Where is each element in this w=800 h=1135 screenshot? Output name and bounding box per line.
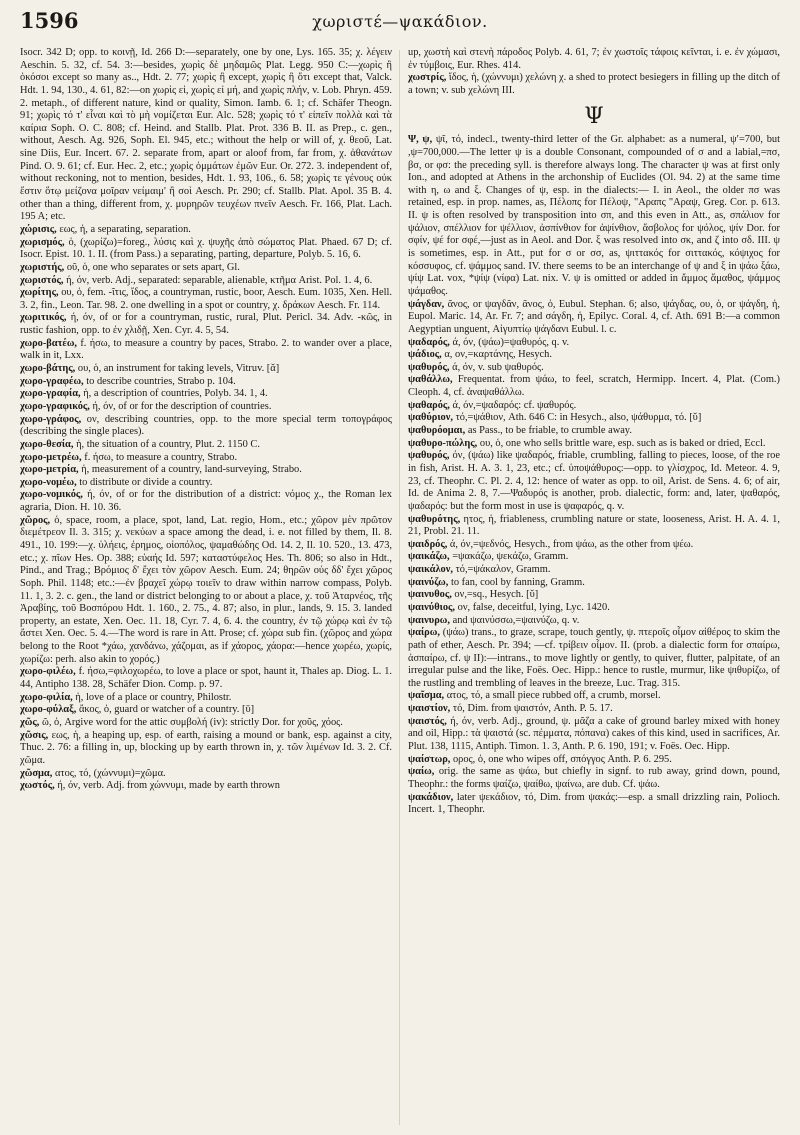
entry-definition: ον,=sq., Hesych. [ῠ] (454, 589, 539, 601)
entry-headword: ψαθυρο-πώλης, (408, 437, 478, 449)
entry-definition: ὁ, (χωρίζω)=foreg., λύσις καὶ χ. ψυχῆς ἀπὸ σώματος Plat. Phaed. 67 D; cf. Isocr. Epist. 10. 1. II. (from Pass.) a separating, parting, departure, Polyb. 5. 16, 6. (20, 236, 392, 261)
dictionary-entry (408, 564, 780, 577)
entry-headword: χωρο-γραφία, (20, 388, 81, 400)
entry-definition: ή, όν, of or for the description of countries. (92, 400, 272, 412)
dictionary-entry (20, 224, 392, 237)
entry-definition: ατος, τό, a small piece rubbed off, a crumb, morsel. (446, 690, 661, 702)
dictionary-entry (408, 766, 780, 791)
entry-definition: (ψάω) trans., to graze, scrape, touch gently, ψ. πτεροῖς οἶμον αἰθέρος to skim the path of ether, Aesch. Pr. 394; —cf. τρίβειν οἶμον. II. (prob. a dialectic form for σπαίρω, ἀσπαίρω, cf. ψ II):—intrans., to move lightly or gently, to quiver, flutter, palpitate, of an irregular pulse and the like, Foës. Oec. Hipp.: hence to rustle, murmur, like ψιθυρίζω, of the rustling and trembling of leaves in the breeze, Luc. Trag. 315. (408, 627, 780, 689)
entry-definition: ορος, ὁ, one who wipes off, σπόγγος Anth. P. 6. 295. (452, 753, 672, 765)
dictionary-entry (20, 704, 392, 717)
entry-headword: ψαίρω, (408, 627, 440, 639)
dictionary-entry (408, 400, 780, 413)
entry-headword: χωριστής, (20, 261, 65, 273)
dictionary-entry (408, 792, 780, 817)
entry-definition: ά, όν,=ψεδνός, Hesych., from ψάω, as the other from ψέω. (449, 538, 694, 550)
entry-definition: ή, όν, verb. Adj., ground, ψ. μᾶζα a cake of ground barley mixed with honey and oil, Hipp.: τὰ ψαιστά (sc. πέμματα, πόπανα) cakes of this kind, used in sacrifices, Ar. Plut. 138, 1115, Antiph. Timon. 1. 3, Anth. P. 6. 190, 191; v. Foës. Oec. Hipp. (408, 715, 780, 753)
entry-headword: ψαθυρός, (408, 450, 450, 462)
dictionary-entry (408, 615, 780, 628)
dictionary-entry (20, 414, 392, 439)
entry-definition: ὁ, space, room, a place, spot, land, Lat. regio, Hom., etc.; χῶρον μὲν πρῶτον διεμέτρεον Il. 3. 315; χ. νεκύων a space among the dead, i. e. not filled by them, Il. 8. 491., 10. 199:—χ. ὑλήεις, ἐρημος, οἰοπόλος, ψαμαθώδης Od. 14. 2, Il. 10. 520., 13. 473, etc.; χ. πῖων Hes. Op. 388; εὐαής Id. 597; καταστύφελος Hes. Th. 806; so also in Hdt., Pind., and Trag.; Βρόμιος δ' ἔχει τὸν χῶρον Aesch. Eum. 24; θηρῶν οὐς δδ' ἔχει χῶρος Soph. Phil. 1148; etc.:—ἐν βραχεῖ χώρῳ τοιεῖν to draw within narrow compass, Polyb. 11. 1, 3. 2. c. gen., the land or district belonging to or about a place, χ. τοῦ Ἀταρνέος, τῆς Ἀραβίης, τοῦ Βοσπόρου Hdt. 1. 160., 2. 75., 4. 87; also, in plur., lands, 9. 15. 3. landed property, an estate, Xen. Oec. 11. 18, Cyr. 7. 4, 6. 4. the country, ἐν τῷ χώρῳ καὶ ἐν τῷ ἄστει Xen. Oec. 5. 4.—The word is rare in Att. Prose; cf. χώρα sub fin. (χῶρος and χώρα belong to the Root *χάω, χανδάνω, χάζομαι, as if χάορος, χάορα:—hence χωρέω, χωρίς, χωρίζω: perh. also akin to χορός.) (20, 514, 392, 665)
entry-definition: Isocr. 342 D; opp. to κοινῇ, Id. 266 D:—separately, one by one, Lys. 165. 35; χ. λέγειν Aeschin. 5. 32, cf. 54. 3:—besides, χωρὶς δὲ μηδαμῶς Plat. Legg. 950 C:—χωρὶς ἢ ὁκόσοι except so many as.., Hdt. 2. 77; χωρὶς ἢ except, χωρὶς ἢ ὅτι except that, Valck. Hdt. 1. 94, 130., 4. 61, 82:—on χωρὶς εἰ, χωρὶς εἰ μή, and χωρὶς πλήν, v. Lob. Phryn. 459. 2. metaph., of different nature, kind or quality, Simon. Iamb. 6. 1; cf. Schäfer Theogn. 91; χωρὶς τό τ' εἶναι καὶ τὸ μὴ νομίζεται Eur. Alc. 528; χωρὶς τό τ' εἰπεῖν πολλὰ καὶ τὰ καίρια Soph. O. C. 808; cf. Heind. and Stallb. Plat. Prot. 336 B. II. as Prep., c. gen., without, Aesch. Ag. 926, Soph. El. 945, etc.; without the help or will of, χ. θεοῦ, Lat. sine Diis, Eur. Incert. 67. 2. separate from, apart or aloof from, far from, χ. ἀθανάτων Pind. O. 9. 61; cf. Eur. Hec. 2, etc.; χωρὶς ὁμμάτων ἐμῶν Eur. Or. 272. 3. independent of, without reckoning, not to mention, besides, Hdt. 1. 93, 106., 6. 58; χωρὶς τε γένους οὐκ ἔστιν ὅτῳ μείζονα μοῖραν νείμαιμ' ἢ σοὶ Aesch. Pr. 290; cf. Stallb. Plat. Apol. 35 B. 4. other than a thing, different from, χ. μυρηρῶν τευχέων πνεῖν Aesch. Fr. 166, Plat. Lach. 195 A; etc. (20, 47, 392, 223)
dictionary-entry (20, 768, 392, 781)
entry-headword: χῶσις, (20, 729, 49, 741)
entry-definition: to distribute or divide a country. (79, 476, 213, 488)
entry-definition: ἡ, a description of countries, Polyb. 34. 1, 4. (83, 388, 268, 400)
dictionary-entry (20, 363, 392, 376)
dictionary-entry (408, 690, 780, 703)
dictionary-entry (408, 425, 780, 438)
entry-headword: χῶσμα, (20, 767, 53, 779)
dictionary-entry (408, 589, 780, 602)
dictionary-entry (20, 262, 392, 275)
entry-headword: χωρο-γραφικός, (20, 400, 90, 412)
dictionary-entry (20, 401, 392, 414)
entry-headword: χωστρίς, (408, 72, 447, 84)
entry-headword: χωρο-φύλαξ, (20, 704, 77, 716)
entry-definition: f. ήσω,=φιλοχωρέω, to love a place or spot, haunt it, Thales ap. Diog. L. 1. 44, Antipho 138. 28, Schäfer Dion. Comp. p. 97. (20, 666, 392, 691)
entry-definition: εως, ἡ, a separating, separation. (59, 223, 191, 235)
entry-definition: ον, false, deceitful, lying, Lyc. 1420. (457, 601, 610, 613)
entry-headword: ψαθυρόομαι, (408, 425, 466, 437)
entry-headword: χωρο-νομικός, (20, 489, 83, 501)
entry-definition: εως, ἡ, a heaping up, esp. of earth, raising a mound or bank, esp. against a city, Thuc. 2. 76: a filling in, up, blocking up by earth thrown in, χ. τῶν λιμένων Id. 3. 2. Cf. χῶμα. (20, 729, 392, 766)
dictionary-entry (408, 627, 780, 690)
entry-headword: ψακάδιον, (408, 791, 454, 803)
entry-definition: α, ον,=καρτάνης, Hesych. (444, 349, 552, 361)
entry-definition: ή, όν, verb. Adj., separated: separable, alienable, κτῆμα Arist. Pol. 1. 4, 6. (66, 274, 373, 286)
entry-headword: χωρο-θεσία, (20, 438, 74, 450)
dictionary-entry (408, 412, 780, 425)
entry-headword: χωρο-γραφέω, (20, 375, 84, 387)
dictionary-entry (408, 577, 780, 590)
entry-definition: ἡ, love of a place or country, Philostr. (75, 691, 232, 703)
entry-definition: ητος, ἡ, friableness, crumbling nature or state, looseness, Arist. H. A. 4. 1, 21, Probl. 21. 11. (408, 513, 780, 538)
entry-headword: ψαθαρός, (408, 399, 450, 411)
dictionary-entry (20, 477, 392, 490)
dictionary-entry (20, 692, 392, 705)
entry-headword: χωρο-νομέω, (20, 476, 77, 488)
entry-headword: ψαινύθιος, (408, 601, 456, 613)
section-letter: Ψ (584, 103, 604, 129)
entry-definition: ἡ, the situation of a country, Plut. 2. 1150 C. (76, 438, 260, 450)
entry-headword: χωρισμός, (20, 236, 65, 248)
dictionary-entry (408, 514, 780, 539)
entry-definition: ᾶνος, or ψαγδᾶν, ᾶνος, ὁ, Eubul. Stephan. 6; also, ψάγδας, ου, ὁ, or ψάγδη, ἡ, Eupol. Maric. 14, Ar. Fr. 7; and σάγδη, ἡ, Epilyc. Coral. 4, cf. Ath. 691 B:—a common Aegyptian unguent, Αἰγυπτίῳ ψάγδανι Eubul. l. c. (408, 298, 780, 335)
dictionary-entry (20, 47, 392, 224)
entry-definition: ή, όν, of or for the distribution of a district: νόμος χ., the Roman lex agraria, Dion. H. 10. 36. (20, 489, 392, 514)
entry-headword: ψαιστίον, (408, 703, 451, 715)
entry-definition: and ψαινύσσω,=ψαινύζω, q. v. (452, 614, 580, 626)
entry-definition: ου, ὁ, an instrument for taking levels, Vitruv. [ᾰ] (77, 363, 280, 375)
entry-definition: to fan, cool by fanning, Gramm. (450, 576, 585, 588)
entry-headword: ψάδιος, (408, 349, 442, 361)
entry-headword: ψαίω, (408, 766, 435, 778)
entry-definition: ἴδος, ἡ, (χώννυμι) χελώνη χ. a shed to protect besiegers in filling up the ditch of a town; v. sub χελώνη III. (408, 72, 780, 96)
dictionary-entry (20, 338, 392, 363)
left-column (20, 47, 392, 1127)
entry-definition: up, χωστὴ καὶ στενὴ πάροδος Polyb. 4. 61, 7; ἐν χωστοῖς τάφοις κεῖνται, i. e. ἐν χώμασι, ἐν τύμβοις, Eur. Rhes. 414. (408, 47, 780, 71)
entry-headword: χωρο-μετρέω, (20, 451, 82, 463)
running-head: χωριστέ—ψακάδιον. (312, 12, 488, 31)
entry-headword: ψαικάζω, (408, 551, 450, 563)
entry-headword: ψάγδαν, (408, 298, 445, 310)
page-header (0, 0, 800, 44)
dictionary-entry (408, 539, 780, 552)
entry-definition: ἡ, measurement of a country, land-surveying, Strabo. (81, 464, 302, 476)
column-divider (399, 50, 400, 1125)
entry-headword: ψαθυρός, (408, 361, 450, 373)
dictionary-entry (20, 439, 392, 452)
entry-definition: ή, όν, verb. Adj. from χώννυμι, made by earth thrown (57, 780, 280, 792)
entry-headword: Ψ, ψ, (408, 134, 433, 146)
entry-headword: χωρίτης, (20, 287, 59, 299)
entry-headword: ψαίστωρ, (408, 753, 451, 765)
entry-definition: ου, ὁ, one who sells brittle ware, esp. such as is baked or dried, Eccl. (479, 437, 766, 449)
dictionary-entry (408, 716, 780, 754)
entry-headword: ψαθύριον, (408, 412, 453, 424)
entry-definition: ά, όν, (ψάω)=ψαθυρός, q. v. (452, 336, 570, 348)
entry-headword: ψαῖσμα, (408, 690, 445, 702)
entry-definition: ατος, τό, (χώννυμι)=χῶμα. (54, 767, 166, 779)
entry-definition: τό,=ψάκαλον, Gramm. (455, 564, 551, 576)
entry-headword: ψαδαρός, (408, 336, 450, 348)
dictionary-entry (408, 374, 780, 399)
entry-headword: ψαινυθος, (408, 589, 452, 601)
entry-headword: ψαινυρω, (408, 614, 450, 626)
dictionary-entry (20, 452, 392, 465)
entry-definition: as Pass., to be friable, to crumble away. (467, 425, 632, 437)
entry-definition: ή, όν, of or for a countryman, rustic, rural, Plut. Pericl. 34. Adv. -κῶς, in rustic fashion, opp. to ἐν χλιδῇ, Xen. Cyr. 4. 5, 54. (20, 312, 392, 337)
entry-headword: ψαθυρότης, (408, 513, 461, 525)
entry-headword: ψαθάλλω, (408, 374, 453, 386)
entry-definition: τό,=ψάθιον, Ath. 646 C: in Hesych., also, ψάθυρμα, τό. [ῠ] (455, 412, 702, 424)
dictionary-entry (20, 464, 392, 477)
dictionary-entry (408, 47, 780, 72)
entry-definition: Frequentat. from ψάω, to feel, scratch, Hermipp. Incert. 4, Plat. (Com.) Cleoph. 4, cf. ἀναψαθάλλω. (408, 374, 780, 399)
dictionary-entry (20, 515, 392, 667)
dictionary-entry (408, 134, 780, 298)
dictionary-entry (408, 299, 780, 337)
dictionary-entry (20, 730, 392, 768)
entry-definition: όν, (ψάω) like ψαδαρός, friable, crumbling, falling to pieces, loose, of the roe in fish, Arist. H. A. 3. 1, 23, etc.; cf. ὑποψάθυρος:—opp. to γλίσχρος, Id. Meteor. 4. 9, 23, cf. Theophr. C. Pl. 2. 4, 12: hence of water as opp. to oil, Arist. de Sens. 4. 6; of air, Id. de Anima 2. 8, 7.—Ψαδυρός is another, prob. dialectic, form: and, later, ψαθαρός, ψαδαρός: but the form most in use is ψαφαρός, q. v. (408, 450, 780, 512)
entry-headword: χωρο-φιλέω, (20, 666, 76, 678)
entry-headword: χωρο-φιλία, (20, 691, 73, 703)
entry-headword: χωριτικός, (20, 312, 67, 324)
dictionary-entry (408, 602, 780, 615)
dictionary-entry (20, 376, 392, 389)
dictionary-entry (20, 780, 392, 793)
entry-definition: ου, ὁ, fem. -ῖτις, ἴδος, a countryman, rustic, boor, Aesch. Eum. 1035, Xen. Hell. 3. 2, fin., Leon. Tar. 98. 2. one dwelling in a spot or country, χ. δράκων Aesch. Fr. 114. (20, 287, 392, 311)
dictionary-entry (20, 287, 392, 312)
entry-definition: =ψακάζω, ψεκάζω, Gramm. (452, 551, 569, 563)
entry-headword: χωρο-μετρία, (20, 464, 79, 476)
entry-definition: f. ήσω, to measure a country, Strabo. (84, 451, 238, 463)
entry-definition: to describe countries, Strabo p. 104. (86, 375, 236, 387)
dictionary-entry (20, 666, 392, 691)
entry-headword: ψαινύζω, (408, 576, 449, 588)
entry-definition: ἄκος, ὁ, guard or watcher of a country. [ῡ] (78, 704, 255, 716)
dictionary-entry (20, 275, 392, 288)
dictionary-entry (20, 717, 392, 730)
entry-definition: τό, Dim. from ψαιστόν, Anth. P. 5. 17. (452, 703, 613, 715)
entry-headword: χωστός, (20, 780, 55, 792)
dictionary-entry (408, 72, 780, 97)
entry-definition: orig. the same as ψάω, but chiefly in signf. to rub away, grind down, pound, Theophr.: the forms ψαίζω, ψαίθω, ψαίνω, are dub. Cf. ψάω. (408, 766, 780, 790)
dictionary-entry (408, 450, 780, 513)
entry-definition: ά, όν,=ψαδαρός: cf. ψαθυρός. (452, 399, 577, 411)
page-number: 1596 (20, 8, 79, 33)
entry-definition: ῶ, ὁ, Argive word for the attic συμβολή (iv): strictly Dor. for χοῦς, χόος. (42, 716, 343, 728)
dictionary-entry (408, 438, 780, 451)
entry-headword: χώρισις, (20, 223, 57, 235)
entry-headword: ψαιδρός, (408, 538, 448, 550)
entry-headword: χωρο-βατέω, (20, 337, 78, 349)
entry-headword: ψαικάλον, (408, 564, 453, 576)
dictionary-entry (20, 237, 392, 262)
entry-headword: χῶρος, (20, 514, 51, 526)
dictionary-entry (408, 551, 780, 564)
entry-definition: ψῖ, τό, indecl., twenty-third letter of the Gr. alphabet: as a numeral, ψ′=700, but ,ψ=700,000.—The letter ψ is a double Consonant, compounded of σ and a labial,=πσ, βσ, or φσ: the preceding syll. is therefore always long. The character ψ was at first only Ion., and adopted at Athens in the archonship of Euclides (Ol. 94. 2) at the same time with η, ω and ξ. Changes of ψ, esp. in the dialects:— I. in Aeol., the older πσ was retained, esp. in prop. names, as, Πέλοπς for Πέλοψ, "Αραπς "Αραψ, Greg. Cor. p. 613. II. ψ is often resolved by transposition into σπ, and this even in Att., as, σπάλιον for ψάλιον, σπέλλιον for ψέλλιον, ἀσπίνθιον for ἀψίνθιον, ἄσβολος for ψόλος, ψίν Dor. for σφίν, ψέ for σφέ,—just as in Aeol. and Dor. ξ was resolved into σκ, and ζ into σδ. III. ψ is sometimes, esp. in Att., put for σ or σσ, as, ψιττακός for σιττακός, κόψιχος for κόσσυφος, cf. ψάμμος sand. IV. there seems to be an interchange of ψ and ξ in ψάω ξάω, ψίψ Lat. vox, *ψίψ (νίφα) Lat. nix. V. ψ is omitted or added in ἄμμος ἄμαθος, ψάμμος ψάμαθος. (408, 134, 780, 297)
entry-definition: ά, όν, v. sub ψαθυρός. (452, 361, 544, 373)
dictionary-entry (20, 489, 392, 514)
entry-headword: ψαιστός, (408, 715, 447, 727)
dictionary-entry (20, 388, 392, 401)
entry-headword: χωριστός, (20, 274, 64, 286)
dictionary-entry (408, 349, 780, 362)
dictionary-entry (408, 754, 780, 767)
entry-definition: οῦ, ὁ, one who separates or sets apart, Gl. (66, 261, 240, 273)
entry-definition: f. ήσω, to measure a country by paces, Strabo. 2. to wander over a place, walk in it, Lxx. (20, 337, 392, 362)
entry-headword: χωρο-γράφος, (20, 413, 82, 425)
right-column (408, 47, 780, 1127)
dictionary-entry (408, 362, 780, 375)
entry-headword: χῶς, (20, 716, 40, 728)
entry-definition: later ψεκάδιον, τό, Dim. from ψακάς:—esp. a small drizzling rain, Polioch. Incert. 1, Theophr. (408, 791, 780, 816)
dictionary-entry (408, 337, 780, 350)
entry-headword: χωρο-βάτης, (20, 363, 76, 375)
dictionary-entry (20, 312, 392, 337)
entry-definition: ον, describing countries, opp. to the more special term τοπογράφος (describing the single places). (20, 413, 392, 438)
dictionary-entry (408, 703, 780, 716)
